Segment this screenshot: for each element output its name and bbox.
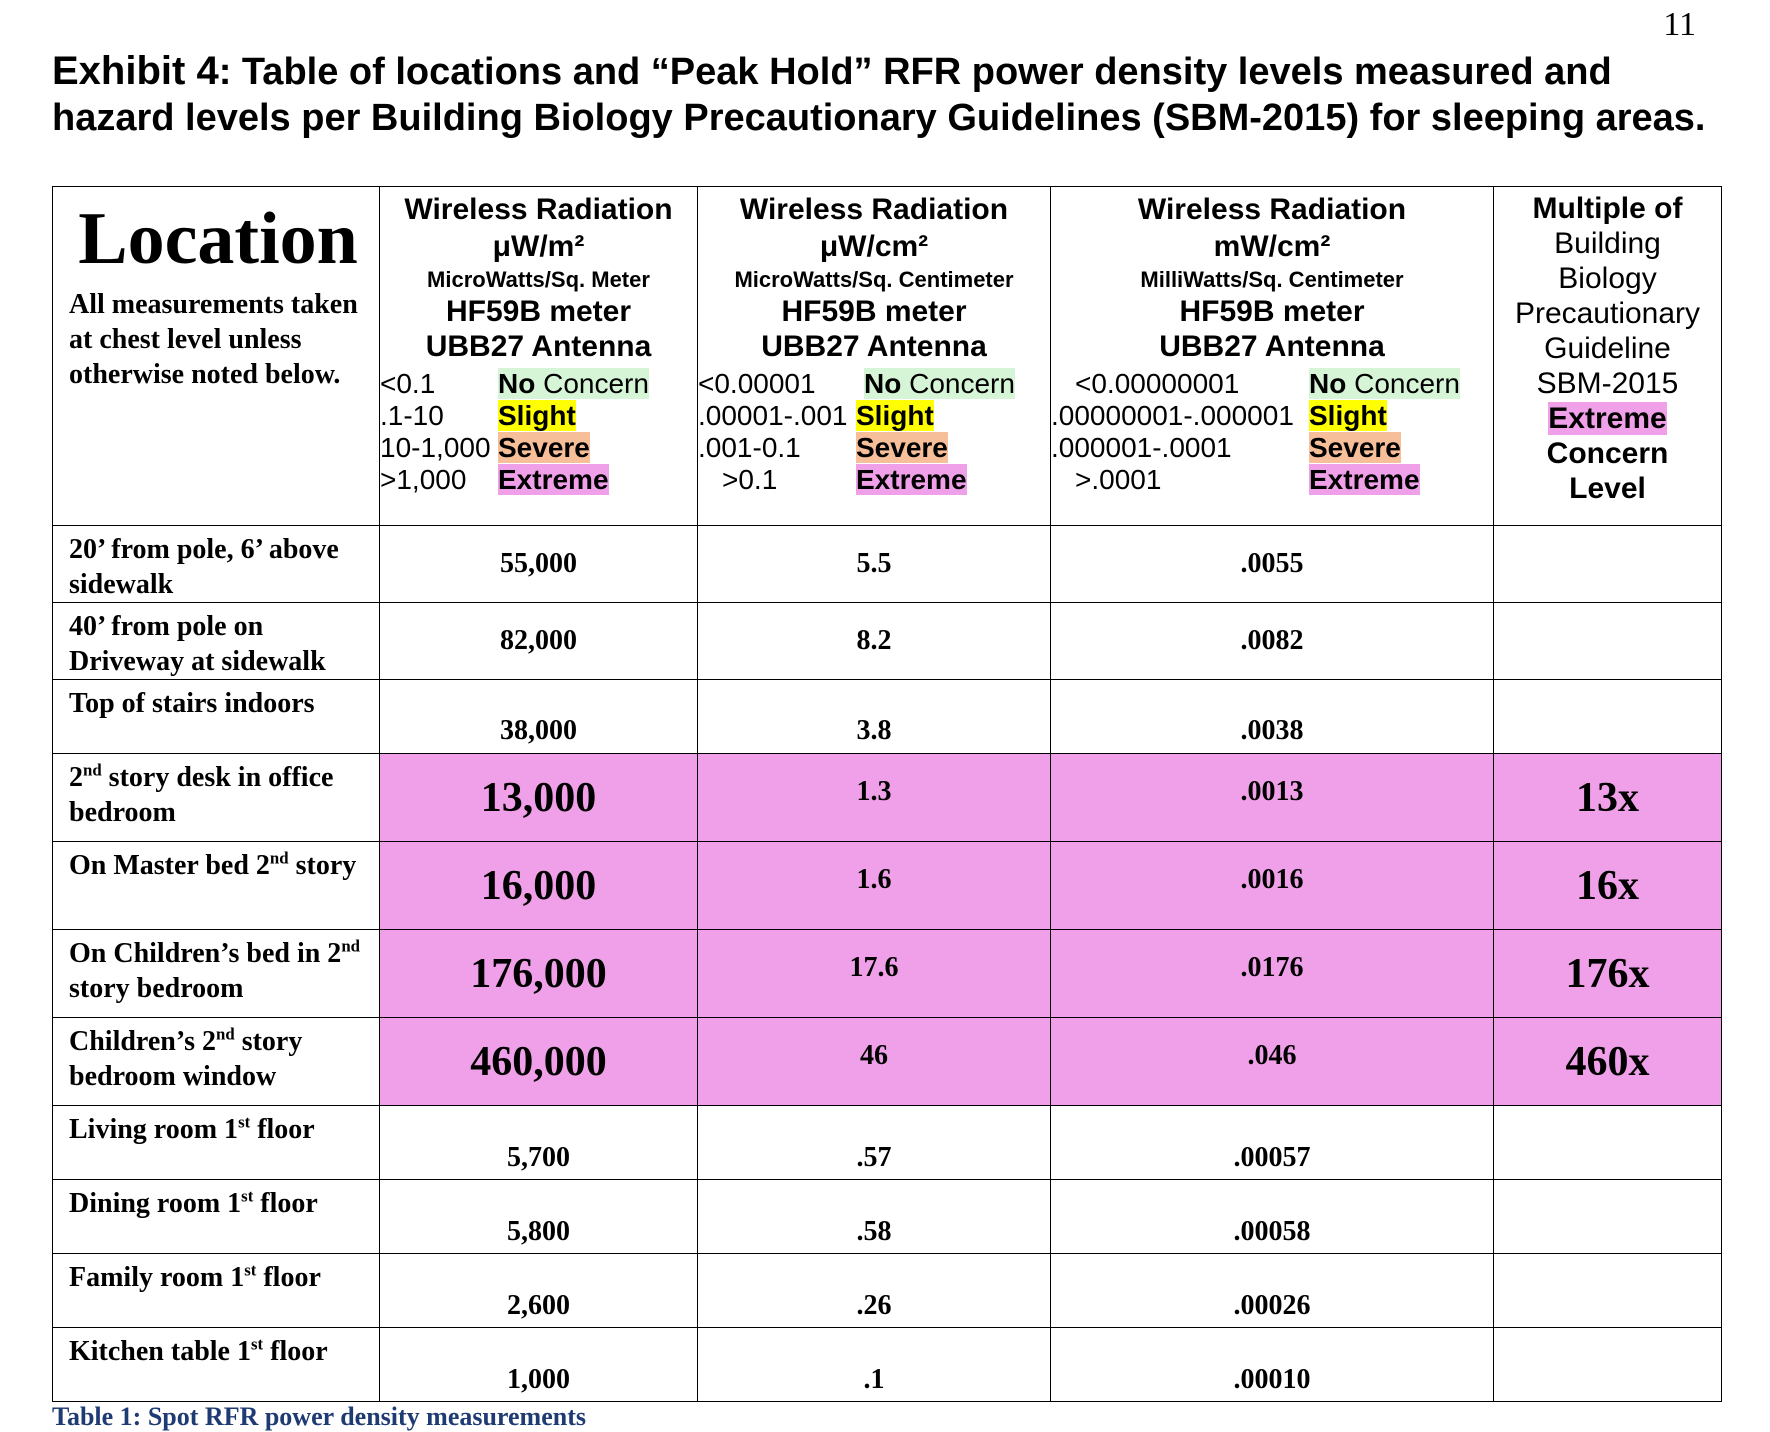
table-row-extreme: [53, 1018, 1722, 1106]
location-heading: Location: [78, 198, 358, 280]
value-uw-m2: 5,800: [380, 1180, 698, 1254]
legend-row-slight: [698, 400, 1050, 432]
value-uw-cm2: 1.6: [698, 842, 1051, 930]
page-title: [52, 48, 1712, 141]
value-uw-cm2: .57: [698, 1106, 1051, 1180]
legend-row-extreme: [1051, 464, 1493, 496]
multiple-extreme-label: Extreme: [1548, 402, 1667, 435]
location-cell: On Master bed 2nd story: [53, 842, 380, 930]
value-mw-cm2: .00026: [1051, 1254, 1494, 1328]
value-multiple: [1494, 1254, 1722, 1328]
legend-label-no-concern: No Concern: [498, 368, 649, 399]
value-uw-cm2: 3.8: [698, 680, 1051, 754]
multiple-line: SBM-2015: [1536, 367, 1679, 400]
table-row: [53, 1254, 1722, 1328]
value-uw-m2: 38,000: [380, 680, 698, 754]
value-uw-cm2: 46: [698, 1018, 1051, 1106]
legend-row-no-concern: [380, 368, 697, 400]
legend-row-no-concern: [1051, 368, 1493, 400]
column-antenna: UBB27 Antenna: [425, 330, 652, 363]
value-multiple: [1494, 526, 1722, 603]
legend-range: 10-1,000: [380, 432, 491, 463]
legend-range: >0.1: [722, 464, 778, 495]
legend-row-extreme: [698, 464, 1050, 496]
value-uw-cm2: 1.3: [698, 754, 1051, 842]
column-antenna: UBB27 Antenna: [1159, 330, 1385, 363]
hazard-legend: [698, 368, 1050, 496]
value-mw-cm2: .0082: [1051, 603, 1494, 680]
column-unit: μW/m²: [492, 230, 585, 263]
page-number: 11: [1663, 6, 1696, 43]
value-mw-cm2: .0013: [1051, 754, 1494, 842]
location-cell: On Children’s bed in 2nd story bedroom: [53, 930, 380, 1018]
multiple-line: Concern: [1546, 437, 1669, 470]
legend-row-extreme: [380, 464, 697, 496]
value-multiple: [1494, 1328, 1722, 1402]
value-uw-cm2: .1: [698, 1328, 1051, 1402]
column-header-uw-m2: [380, 187, 698, 526]
legend-row-slight: [380, 400, 697, 432]
legend-range: .00001-.001: [698, 400, 848, 431]
column-title: Wireless Radiation: [404, 193, 673, 226]
title-lead: Exhibit 4: [52, 49, 219, 93]
multiple-line: Precautionary: [1514, 297, 1701, 330]
legend-label-slight: Slight: [856, 400, 934, 431]
legend-row-no-concern: [698, 368, 1050, 400]
column-meter: HF59B meter: [1179, 295, 1365, 328]
table-header-row: [53, 187, 1722, 526]
column-header-uw-cm2: [698, 187, 1051, 526]
location-note: All measurements taken at chest level unless otherwise noted below.: [69, 289, 358, 390]
title-text: : Table of locations and “Peak Hold” RFR power density levels measured and hazard levels per Building Biology Precautionary Guidelines (SBM-2015) for sleeping areas.: [52, 51, 1706, 139]
column-antenna: UBB27 Antenna: [761, 330, 987, 363]
legend-range: .000001-.0001: [1051, 432, 1232, 463]
value-mw-cm2: .00058: [1051, 1180, 1494, 1254]
column-title: Wireless Radiation: [1137, 193, 1407, 226]
value-uw-m2: 16,000: [380, 842, 698, 930]
legend-range: .00000001-.000001: [1051, 400, 1294, 431]
column-header-multiple: [1494, 187, 1722, 526]
value-mw-cm2: .0055: [1051, 526, 1494, 603]
value-multiple: [1494, 680, 1722, 754]
legend-row-severe: [698, 432, 1050, 464]
legend-label-severe: Severe: [498, 432, 590, 463]
location-cell: Dining room 1st floor: [53, 1180, 380, 1254]
location-header-cell: [53, 187, 380, 526]
legend-label-severe: Severe: [1309, 432, 1401, 463]
legend-range: .1-10: [380, 400, 444, 431]
column-header-mw-cm2: [1051, 187, 1494, 526]
legend-row-slight: [1051, 400, 1493, 432]
location-cell: 40’ from pole on Driveway at sidewalk: [53, 603, 380, 680]
value-uw-m2: 460,000: [380, 1018, 698, 1106]
legend-range: >1,000: [380, 464, 467, 495]
legend-range: <0.00001: [698, 368, 816, 399]
legend-range: <0.00000001: [1075, 368, 1240, 399]
table-row: [53, 1106, 1722, 1180]
table-row-extreme: [53, 754, 1722, 842]
value-multiple: 176x: [1494, 930, 1722, 1018]
value-multiple: 13x: [1494, 754, 1722, 842]
value-uw-m2: 2,600: [380, 1254, 698, 1328]
location-cell: Top of stairs indoors: [53, 680, 380, 754]
column-meter: HF59B meter: [445, 295, 632, 328]
column-unit-desc: MilliWatts/Sq. Centimeter: [1140, 267, 1404, 292]
value-multiple: [1494, 1180, 1722, 1254]
value-mw-cm2: .0176: [1051, 930, 1494, 1018]
legend-range: .001-0.1: [698, 432, 801, 463]
value-multiple: [1494, 1106, 1722, 1180]
value-mw-cm2: .00057: [1051, 1106, 1494, 1180]
legend-label-severe: Severe: [856, 432, 948, 463]
value-uw-m2: 82,000: [380, 603, 698, 680]
table-row-extreme: [53, 930, 1722, 1018]
legend-label-no-concern: No Concern: [1309, 368, 1460, 399]
value-uw-cm2: 17.6: [698, 930, 1051, 1018]
table-row: [53, 526, 1722, 603]
location-cell: Family room 1st floor: [53, 1254, 380, 1328]
location-cell: 2nd story desk in office bedroom: [53, 754, 380, 842]
location-cell: 20’ from pole, 6’ above sidewalk: [53, 526, 380, 603]
column-meter: HF59B meter: [781, 295, 967, 328]
multiple-line: Building: [1554, 227, 1661, 260]
legend-range: >.0001: [1075, 464, 1162, 495]
location-cell: Living room 1st floor: [53, 1106, 380, 1180]
table-row-extreme: [53, 842, 1722, 930]
multiple-line: Biology: [1558, 262, 1657, 295]
legend-label-extreme: Extreme: [856, 464, 967, 495]
value-uw-cm2: 5.5: [698, 526, 1051, 603]
value-mw-cm2: .0038: [1051, 680, 1494, 754]
hazard-legend: [380, 368, 697, 496]
multiple-line: Multiple of: [1532, 192, 1683, 225]
legend-label-no-concern: No Concern: [864, 368, 1015, 399]
hazard-legend: [1051, 368, 1493, 496]
location-cell: Children’s 2nd story bedroom window: [53, 1018, 380, 1106]
table-row: [53, 680, 1722, 754]
value-mw-cm2: .046: [1051, 1018, 1494, 1106]
multiple-line: Guideline: [1544, 332, 1671, 365]
value-uw-m2: 55,000: [380, 526, 698, 603]
legend-row-severe: [380, 432, 697, 464]
value-multiple: 16x: [1494, 842, 1722, 930]
value-uw-cm2: .26: [698, 1254, 1051, 1328]
legend-label-extreme: Extreme: [498, 464, 609, 495]
table-caption: Table 1: Spot RFR power density measurements: [52, 1402, 586, 1431]
value-uw-m2: 13,000: [380, 754, 698, 842]
table-row: [53, 603, 1722, 680]
column-unit-desc: MicroWatts/Sq. Meter: [427, 267, 650, 292]
value-uw-cm2: .58: [698, 1180, 1051, 1254]
legend-range: <0.1: [380, 368, 436, 399]
column-unit-desc: MicroWatts/Sq. Centimeter: [734, 267, 1014, 292]
table-row: [53, 1180, 1722, 1254]
measurements-table: [52, 186, 1722, 1402]
legend-label-extreme: Extreme: [1309, 464, 1420, 495]
value-multiple: [1494, 603, 1722, 680]
legend-row-severe: [1051, 432, 1493, 464]
value-uw-m2: 176,000: [380, 930, 698, 1018]
value-uw-m2: 5,700: [380, 1106, 698, 1180]
value-mw-cm2: .00010: [1051, 1328, 1494, 1402]
value-uw-cm2: 8.2: [698, 603, 1051, 680]
column-unit: mW/cm²: [1213, 230, 1331, 263]
table-row: [53, 1328, 1722, 1402]
value-mw-cm2: .0016: [1051, 842, 1494, 930]
column-title: Wireless Radiation: [739, 193, 1009, 226]
value-multiple: 460x: [1494, 1018, 1722, 1106]
multiple-line: Level: [1569, 472, 1646, 505]
legend-label-slight: Slight: [1309, 400, 1387, 431]
location-cell: Kitchen table 1st floor: [53, 1328, 380, 1402]
column-unit: μW/cm²: [819, 230, 929, 263]
value-uw-m2: 1,000: [380, 1328, 698, 1402]
legend-label-slight: Slight: [498, 400, 576, 431]
